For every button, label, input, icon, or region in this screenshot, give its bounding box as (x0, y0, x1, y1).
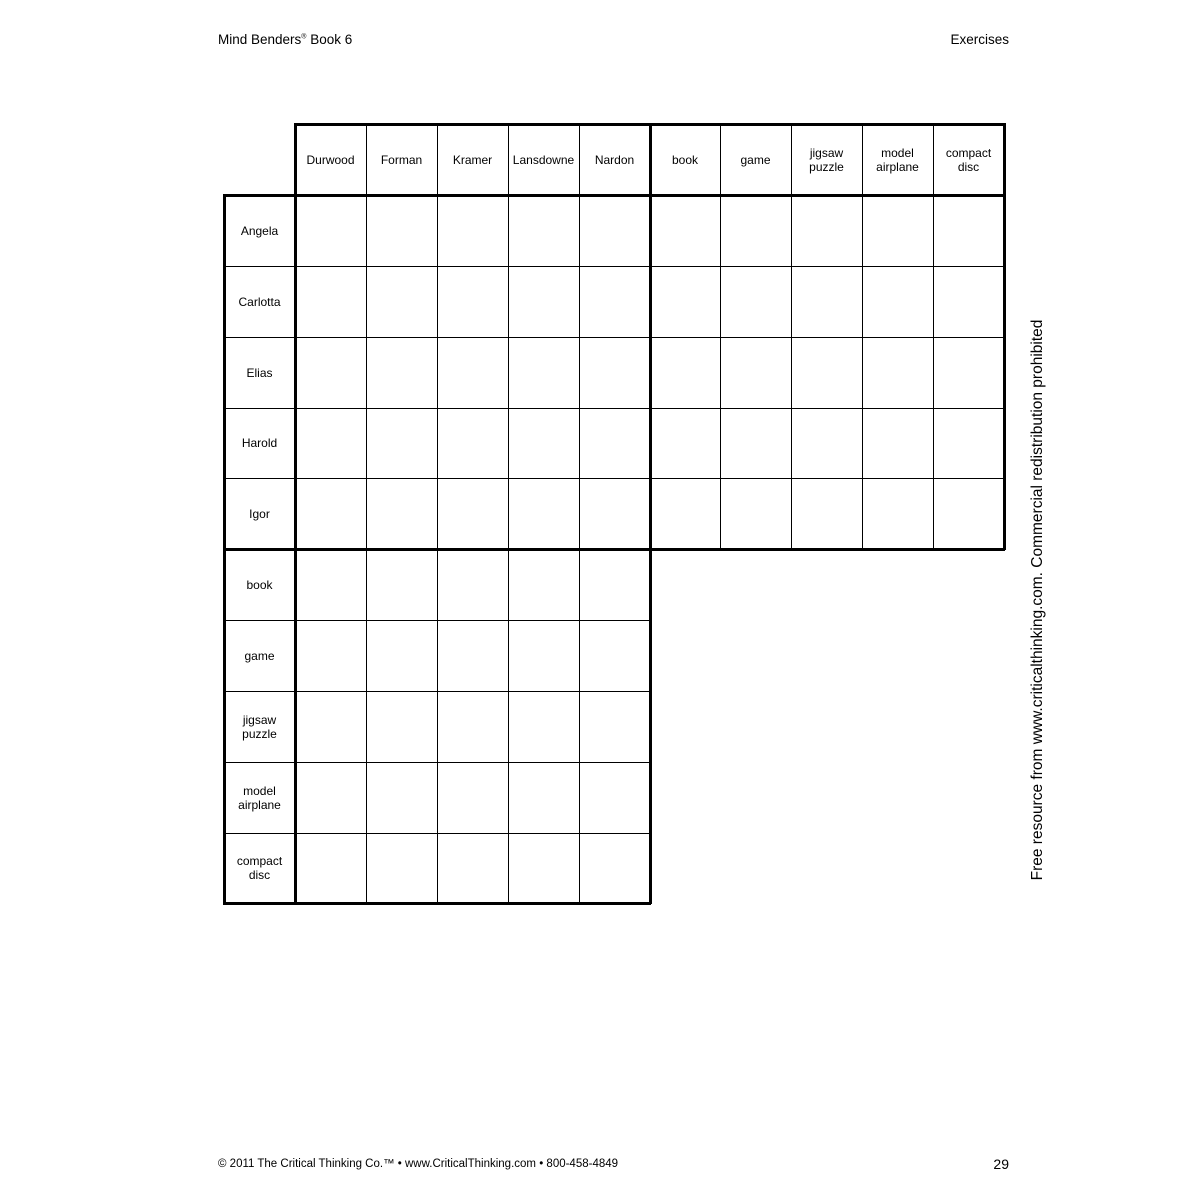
grid-cell[interactable] (650, 478, 720, 549)
grid-cell[interactable] (650, 408, 720, 478)
grid-line (508, 124, 510, 903)
grid-cell[interactable] (933, 478, 1004, 549)
grid-cell[interactable] (295, 762, 366, 833)
grid-line (579, 124, 581, 903)
grid-border (223, 194, 1005, 197)
grid-cell[interactable] (295, 195, 366, 266)
grid-cell[interactable] (437, 833, 508, 903)
grid-cell[interactable] (508, 408, 579, 478)
grid-cell[interactable] (366, 549, 437, 620)
grid-cell[interactable] (295, 620, 366, 691)
column-header: Lansdowne (512, 152, 575, 167)
grid-cell[interactable] (437, 478, 508, 549)
book-title-text: Mind Benders (218, 32, 302, 47)
column-header: Durwood (306, 152, 355, 167)
grid-cell[interactable] (579, 833, 650, 903)
grid-cell[interactable] (366, 691, 437, 762)
grid-cell[interactable] (862, 408, 933, 478)
grid-cell[interactable] (366, 195, 437, 266)
registered-mark: ® (301, 33, 307, 41)
grid-border (649, 548, 1005, 551)
grid-cell[interactable] (437, 549, 508, 620)
row-header: Carlotta (238, 294, 281, 309)
grid-cell[interactable] (508, 620, 579, 691)
book-title (218, 32, 352, 47)
column-header: book (671, 152, 699, 167)
grid-cell[interactable] (437, 266, 508, 337)
row-header: Harold (241, 436, 278, 450)
grid-line (366, 124, 368, 903)
book-number: Book 6 (306, 32, 353, 47)
side-note: Free resource from www.criticalthinking.com. Commercial redistribution prohibited (1029, 319, 1046, 881)
grid-cell[interactable] (295, 337, 366, 408)
grid-cell[interactable] (366, 620, 437, 691)
grid-border (649, 123, 652, 904)
grid-cell[interactable] (862, 195, 933, 266)
row-header: Igor (249, 506, 270, 521)
grid-cell[interactable] (295, 478, 366, 549)
grid-cell[interactable] (579, 408, 650, 478)
grid-line (224, 762, 650, 764)
grid-cell[interactable] (366, 478, 437, 549)
grid-cell[interactable] (720, 408, 791, 478)
grid-cell[interactable] (720, 337, 791, 408)
grid-cell[interactable] (295, 408, 366, 478)
column-header: game (740, 152, 771, 167)
grid-cell[interactable] (791, 266, 862, 337)
row-header: Angela (240, 223, 279, 238)
grid-cell[interactable] (579, 762, 650, 833)
row-header: Elias (246, 365, 273, 380)
grid-line (224, 478, 1004, 480)
grid-cell[interactable] (720, 478, 791, 549)
column-header: compact disc (945, 145, 992, 174)
grid-line (224, 337, 1004, 339)
grid-cell[interactable] (295, 549, 366, 620)
grid-cell[interactable] (366, 408, 437, 478)
grid-cell[interactable] (579, 195, 650, 266)
row-header: game (244, 648, 275, 663)
grid-cell[interactable] (508, 762, 579, 833)
grid-cell[interactable] (791, 408, 862, 478)
grid-cell[interactable] (508, 266, 579, 337)
grid-cell[interactable] (650, 266, 720, 337)
column-header: Forman (380, 152, 423, 167)
grid-cell[interactable] (508, 833, 579, 903)
row-header: compact disc (236, 854, 283, 882)
grid-cell[interactable] (437, 408, 508, 478)
grid-cell[interactable] (437, 620, 508, 691)
grid-cell[interactable] (862, 478, 933, 549)
grid-cell[interactable] (295, 691, 366, 762)
grid-cell[interactable] (437, 691, 508, 762)
grid-cell[interactable] (791, 478, 862, 549)
grid-cell[interactable] (579, 478, 650, 549)
grid-cell[interactable] (437, 195, 508, 266)
grid-line (224, 408, 1004, 410)
grid-cell[interactable] (437, 337, 508, 408)
row-header: book (246, 577, 273, 592)
grid-cell[interactable] (791, 195, 862, 266)
grid-cell[interactable] (579, 620, 650, 691)
grid-cell[interactable] (862, 266, 933, 337)
grid-cell[interactable] (295, 833, 366, 903)
grid-cell[interactable] (933, 408, 1004, 478)
grid-cell[interactable] (508, 549, 579, 620)
column-header: jigsaw puzzle (809, 145, 844, 174)
footer-copyright: © 2011 The Critical Thinking Co.™ • www.CriticalThinking.com • 800-458-4849 (218, 1158, 619, 1170)
grid-cell[interactable] (579, 549, 650, 620)
grid-cell[interactable] (579, 691, 650, 762)
grid-cell[interactable] (933, 195, 1004, 266)
grid-cell[interactable] (295, 266, 366, 337)
grid-cell[interactable] (508, 478, 579, 549)
column-header: Nardon (594, 152, 635, 167)
grid-cell[interactable] (508, 337, 579, 408)
grid-cell[interactable] (791, 337, 862, 408)
grid-cell[interactable] (650, 195, 720, 266)
grid-line (224, 691, 650, 693)
grid-cell[interactable] (933, 266, 1004, 337)
page-number: 29 (993, 1156, 1009, 1172)
grid-cell[interactable] (508, 195, 579, 266)
grid-line (224, 833, 650, 835)
grid-line (224, 620, 650, 622)
column-header: model airplane (876, 145, 919, 174)
grid-line (437, 124, 439, 903)
grid-cell[interactable] (720, 195, 791, 266)
row-header: model airplane (238, 783, 281, 812)
grid-cell[interactable] (650, 337, 720, 408)
grid-line (224, 266, 1004, 268)
grid-cell[interactable] (366, 762, 437, 833)
grid-cell[interactable] (579, 266, 650, 337)
grid-cell[interactable] (366, 833, 437, 903)
grid-cell[interactable] (437, 762, 508, 833)
column-header: Kramer (452, 152, 493, 167)
grid-cell[interactable] (862, 337, 933, 408)
grid-cell[interactable] (933, 337, 1004, 408)
grid-cell[interactable] (508, 691, 579, 762)
grid-cell[interactable] (366, 266, 437, 337)
section-title: Exercises (950, 32, 1009, 47)
grid-cell[interactable] (579, 337, 650, 408)
row-header: jigsaw puzzle (242, 712, 277, 741)
grid-cell[interactable] (720, 266, 791, 337)
grid-cell[interactable] (366, 337, 437, 408)
grid-border (294, 194, 297, 904)
